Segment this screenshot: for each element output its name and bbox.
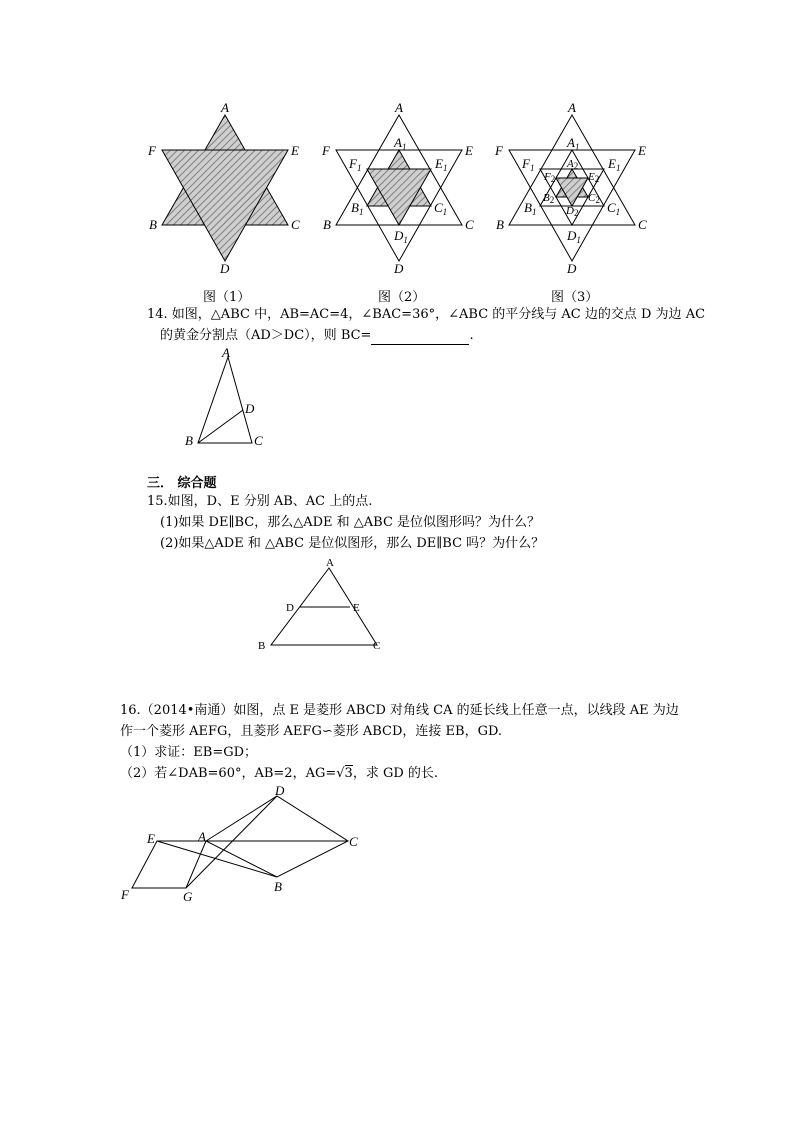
- label-A2: A2: [567, 158, 579, 171]
- q15-part-2: (2)如果△ADE 和 △ABC 是位似图形，那么 DE∥BC 吗？为什么？: [160, 536, 545, 551]
- label-D1: $D_1$: [394, 228, 408, 245]
- q16-part-2: [120, 765, 438, 783]
- label-C: C: [638, 217, 647, 232]
- label-B: B: [274, 879, 282, 894]
- label-E1: $E_1$: [435, 156, 448, 173]
- label-A: A: [568, 100, 576, 115]
- label-A: A: [221, 100, 229, 115]
- label-E: E: [353, 602, 360, 614]
- label-C: C: [291, 217, 300, 232]
- label-B: B: [258, 640, 266, 652]
- label-A: A: [326, 557, 334, 569]
- label-C2: C2: [588, 192, 600, 205]
- q16-line-2: 作一个菱形 AEFG，且菱形 AEFG∽菱形 ABCD，连接 EB，GD.: [120, 724, 503, 739]
- label-B: B: [185, 433, 193, 448]
- label-D: D: [286, 602, 294, 614]
- label-B2: B2: [543, 192, 555, 205]
- label-B: B: [496, 217, 504, 232]
- figure-2-caption: 图（2）: [378, 290, 426, 305]
- label-F2: F2: [544, 171, 556, 184]
- label-E: E: [465, 143, 473, 158]
- figure-1-caption: 图（1）: [203, 290, 251, 305]
- q14-line-1: 14. 如图，△ABC 中，AB=AC=4，∠BAC=36°，∠ABC 的平分线与 AC 边的交点 D 为边 AC: [147, 307, 706, 322]
- label-B1: $B_1$: [351, 200, 364, 217]
- q16-part-2-text-a: （2）若∠DAB=60°，AB=2，AG=: [120, 766, 337, 781]
- q16-sqrt-value: 3: [344, 766, 353, 781]
- label-E2: E2: [588, 171, 600, 184]
- label-D: D: [245, 401, 255, 416]
- q15-part-1: (1)如果 DE∥BC，那么△ADE 和 △ABC 是位似图形吗？为什么？: [160, 515, 541, 530]
- label-G: G: [183, 889, 193, 904]
- label-B: B: [323, 217, 331, 232]
- label-F: F: [495, 143, 503, 158]
- label-E1: $E_1$: [608, 156, 621, 173]
- section-3-title: 三． 综合题: [147, 476, 217, 491]
- label-C1: $C_1$: [434, 200, 448, 217]
- sqrt-symbol: √: [336, 766, 345, 781]
- label-E: E: [638, 143, 646, 158]
- q14-line-2-end: .: [469, 328, 474, 343]
- label-C: C: [349, 834, 358, 849]
- label-E: E: [291, 143, 299, 158]
- q14-answer-blank[interactable]: [371, 330, 469, 345]
- q16-part-1: （1）求证：EB=GD；: [120, 745, 258, 760]
- label-D: D: [275, 783, 285, 798]
- rhombus-ABCD: [206, 796, 348, 877]
- q15-stem: 15.如图，D、E 分别 AB、AC 上的点.: [147, 494, 373, 509]
- label-A: A: [395, 100, 403, 115]
- label-F: F: [121, 887, 129, 902]
- q16-rhombus-figure: [115, 782, 365, 907]
- label-A: A: [198, 829, 206, 844]
- label-C: C: [465, 217, 474, 232]
- label-F: F: [148, 143, 156, 158]
- label-A: A: [222, 345, 230, 360]
- label-F: F: [322, 143, 330, 158]
- rhombus-AEFG: [132, 841, 206, 888]
- label-A1: $A_1$: [567, 135, 580, 152]
- label-F1: $F_1$: [522, 156, 535, 173]
- q16-part-2-text-b: ，求 GD 的长.: [352, 766, 439, 781]
- label-B1: $B_1$: [524, 200, 537, 217]
- label-F1: $F_1$: [349, 156, 362, 173]
- label-B: B: [149, 217, 157, 232]
- figure-2-nested-hexagram: [314, 95, 484, 285]
- q14-triangle-figure: [180, 343, 280, 453]
- q14-line-2-text: 的黄金分割点（AD＞DC），则 BC=: [160, 328, 372, 343]
- label-A1: $A_1$: [394, 135, 407, 152]
- figure-3-caption: 图（3）: [551, 290, 599, 305]
- label-D1: $D_1$: [567, 228, 581, 245]
- label-D2: D2: [566, 205, 579, 218]
- label-E: E: [147, 831, 155, 846]
- label-D: D: [394, 261, 404, 276]
- label-D: D: [220, 261, 230, 276]
- label-C: C: [254, 433, 263, 448]
- figure-1-hexagram: [140, 95, 310, 285]
- q15-triangle-figure: [255, 553, 390, 655]
- q16-line-1: 16.（2014•南通）如图，点 E 是菱形 ABCD 对角线 CA 的延长线上任意一点，以线段 AE 为边: [120, 703, 679, 718]
- label-D: D: [567, 261, 577, 276]
- label-C: C: [373, 640, 381, 652]
- figure-3-triple-nested-hexagram: [487, 95, 657, 285]
- label-C1: $C_1$: [607, 200, 621, 217]
